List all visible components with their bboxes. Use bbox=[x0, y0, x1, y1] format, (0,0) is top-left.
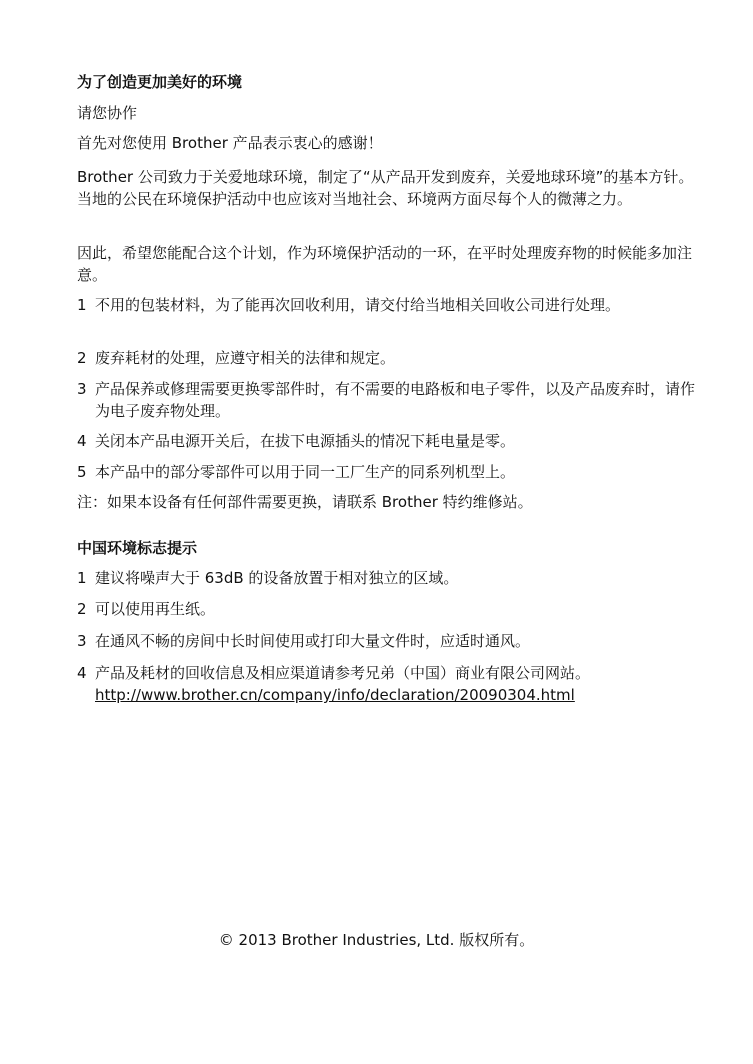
list-item bbox=[77, 567, 697, 589]
list-item-number: 5 bbox=[77, 463, 87, 481]
list-item bbox=[77, 461, 697, 483]
list-item-number: 1 bbox=[77, 296, 87, 314]
list-item bbox=[77, 430, 697, 452]
list-item bbox=[77, 630, 697, 652]
list-item-text: 在通风不畅的房间中长时间使用或打印大量文件时，应适时通风。 bbox=[95, 632, 531, 650]
list-item bbox=[77, 347, 697, 369]
cooperation-paragraph: 因此，希望您能配合这个计划，作为环境保护活动的一环，在平时处理废弃物的时候能多加注意。 bbox=[77, 244, 693, 284]
list-item-text: 可以使用再生纸。 bbox=[95, 600, 216, 618]
list-item-number: 2 bbox=[77, 600, 87, 618]
thanks-text: 首先对您使用 Brother 产品表示衷心的感谢！ bbox=[77, 134, 383, 152]
list-item-number: 2 bbox=[77, 349, 87, 367]
list-item bbox=[77, 378, 697, 422]
list-item-number: 3 bbox=[77, 380, 87, 398]
section-title-environment: 为了创造更加美好的环境 bbox=[77, 73, 243, 91]
list-item-number: 3 bbox=[77, 632, 87, 650]
copyright-footer: © 2013 Brother Industries, Ltd. 版权所有。 bbox=[218, 931, 535, 949]
replacement-note: 注：如果本设备有任何部件需要更换，请联系 Brother 特约维修站。 bbox=[77, 493, 533, 511]
list-item-number: 1 bbox=[77, 569, 87, 587]
list-item bbox=[77, 598, 697, 620]
list-item-text: 废弃耗材的处理，应遵守相关的法律和规定。 bbox=[95, 349, 396, 367]
list-item-number: 4 bbox=[77, 432, 87, 450]
list-item bbox=[77, 662, 697, 706]
list-item-text: 产品保养或修理需要更换零部件时，有不需要的电路板和电子零件，以及产品废弃时，请作为电子废弃物处理。 bbox=[95, 380, 696, 420]
declaration-link[interactable]: http://www.brother.cn/company/info/declaration/20090304.html bbox=[95, 686, 575, 704]
list-item-text: 关闭本产品电源开关后，在拔下电源插头的情况下耗电量是零。 bbox=[95, 432, 516, 450]
list-item-text: 本产品中的部分零部件可以用于同一工厂生产的同系列机型上。 bbox=[95, 463, 516, 481]
section-subtitle: 请您协作 bbox=[77, 104, 138, 122]
section-title-china-label: 中国环境标志提示 bbox=[77, 539, 198, 557]
policy-paragraph: Brother 公司致力于关爱地球环境，制定了“从产品开发到废弃，关爱地球环境”的基本方针。当地的公民在环境保护活动中也应该对当地社会、环境两方面尽每个人的微薄之力。 bbox=[77, 168, 694, 208]
list-item-text: 产品及耗材的回收信息及相应渠道请参考兄弟（中国）商业有限公司网站。 bbox=[95, 664, 591, 682]
list-item bbox=[77, 294, 697, 316]
list-item-text: 不用的包装材料，为了能再次回收利用，请交付给当地相关回收公司进行处理。 bbox=[95, 296, 621, 314]
list-item-number: 4 bbox=[77, 664, 87, 682]
list-item-text: 建议将噪声大于 63dB 的设备放置于相对独立的区域。 bbox=[95, 569, 459, 587]
